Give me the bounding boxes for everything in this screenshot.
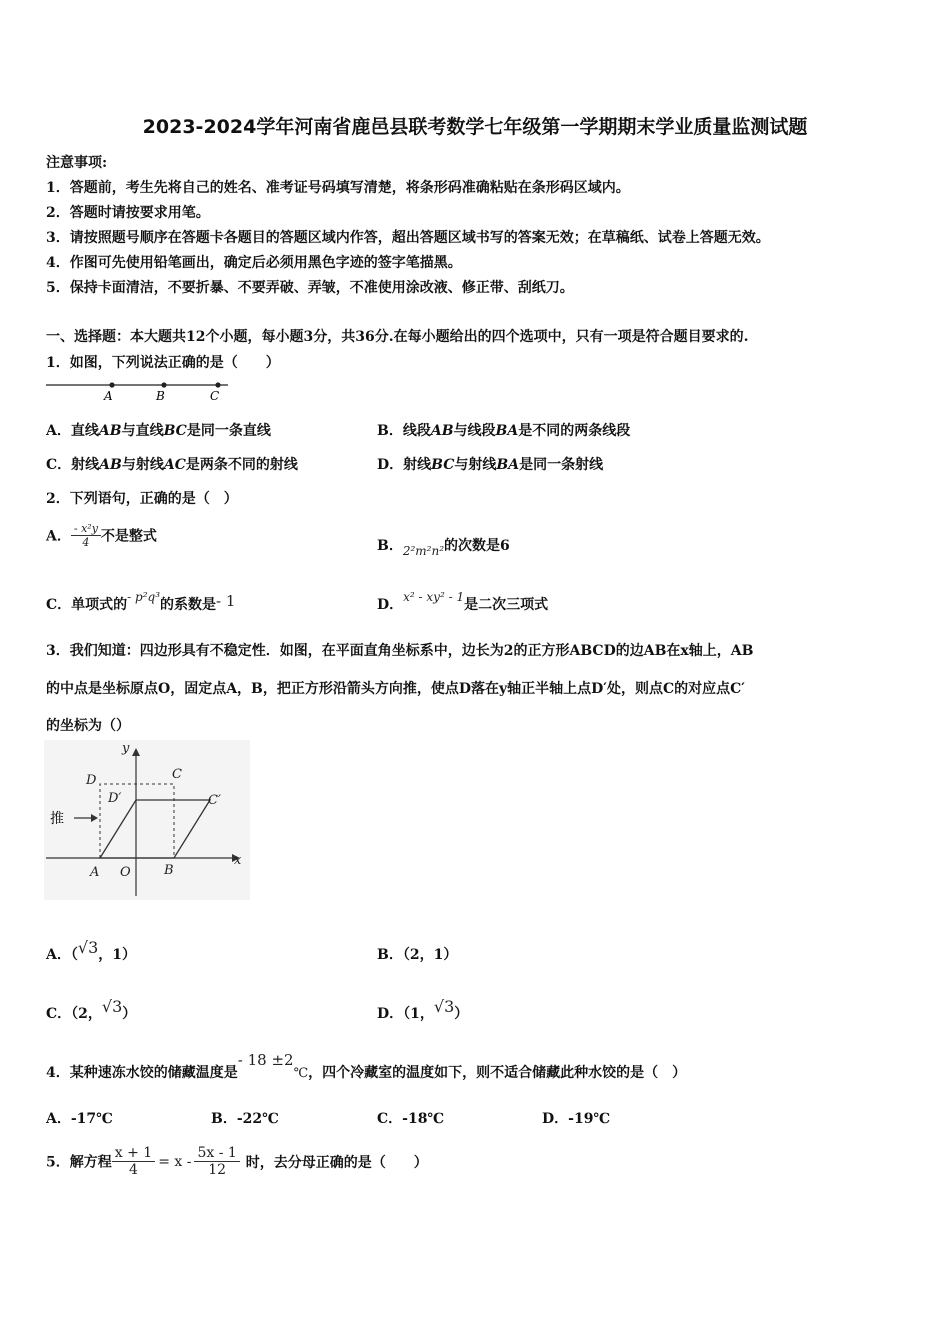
q2-option-d: D．x² - xy² - 1是二次三项式 [377, 590, 549, 613]
q2-option-b: B．2²m²n²的次数是6 [377, 538, 510, 558]
question-3-line: 的坐标为（） [46, 718, 130, 734]
q2-option-a: A． $\frac{\text{- x²y}}{4}$ 不是整式 [46, 522, 157, 549]
q3-option-b: B．（2，1） [377, 947, 458, 963]
label-c: C [172, 767, 182, 782]
notice-heading: 注意事项: [46, 155, 108, 171]
q3-option-a: A．（√3，1） [46, 938, 136, 963]
page-title: 2023-2024学年河南省鹿邑县联考数学七年级第一学期期末学业质量监测试题 [142, 116, 808, 138]
label-d: D [86, 773, 97, 788]
q1-option-b: B．线段AB与线段BA是不同的两条线段 [377, 423, 631, 439]
label-c-prime: C′ [208, 793, 221, 808]
notice-item: 1．答题前，考生先将自己的姓名、准考证号码填写清楚，将条形码准确粘贴在条形码区域内。 [46, 180, 630, 196]
q3-option-d: D．（1，√3） [377, 997, 469, 1022]
question-3-line: 的中点是坐标原点O，固定点A，B，把正方形沿箭头方向推，使点D落在y轴正半轴上点D′处，则点C的对应点C′ [46, 681, 745, 697]
label-d-prime: D′ [108, 791, 122, 806]
q1-line-figure [44, 376, 234, 402]
q4-option-d: D．-19℃ [542, 1111, 611, 1127]
q3-coordinate-figure [44, 740, 250, 900]
point-a-label: A [104, 389, 113, 402]
point-b-label: B [156, 389, 165, 402]
section-heading: 一、选择题：本大题共12个小题，每小题3分，共36分.在每小题给出的四个选项中，只有一项是符合题目要求的. [46, 329, 749, 345]
question-3-line: 3．我们知道：四边形具有不稳定性．如图，在平面直角坐标系中，边长为2的正方形ABCD的边AB在x轴上，AB [46, 643, 754, 659]
question-1-stem: 1．如图，下列说法正确的是（ ） [46, 355, 280, 371]
q4-option-a: A．-17℃ [46, 1111, 113, 1127]
question-5-stem: 5．解方程 $\frac{x + 1}{4}$ = x - $\frac{5x - 1}{12}$ 时，去分母正确的是（ ） [46, 1145, 428, 1178]
q4-option-c: C．-18℃ [377, 1111, 445, 1127]
label-x-axis: x [234, 853, 242, 868]
q1-option-c: C．射线AB与射线AC是两条不同的射线 [46, 457, 298, 473]
label-a: A [90, 865, 100, 880]
question-2-stem: 2．下列语句，正确的是（ ） [46, 491, 238, 507]
q1-option-d: D．射线BC与射线BA是同一条射线 [377, 457, 604, 473]
notice-item: 2．答题时请按要求用笔。 [46, 205, 210, 221]
q1-option-a: A．直线AB与直线BC是同一条直线 [46, 423, 271, 439]
q2-option-c: C．单项式的- p²q³的系数是- 1 [46, 590, 236, 613]
question-4-stem: 4．某种速冻水饺的储藏温度是- 18 ±2℃，四个冷藏室的温度如下，则不适合储藏此种水饺的是（ ） [46, 1051, 687, 1081]
label-y-axis: y [122, 741, 130, 756]
q3-option-c: C．（2，√3） [46, 997, 137, 1022]
q4-option-b: B．-22℃ [211, 1111, 279, 1127]
label-o: O [120, 865, 131, 880]
point-c-label: C [210, 389, 220, 402]
notice-item: 5．保持卡面清洁，不要折暴、不要弄破、弄皱，不准使用涂改液、修正带、刮纸刀。 [46, 280, 574, 296]
label-b: B [164, 863, 174, 878]
notice-item: 4．作图可先使用铅笔画出，确定后必须用黑色字迹的签字笔描黑。 [46, 255, 462, 271]
push-label: 推 [50, 811, 64, 827]
notice-item: 3．请按照题号顺序在答题卡各题目的答题区域内作答，超出答题区域书写的答案无效；在草稿纸、试卷上答题无效。 [46, 230, 770, 246]
